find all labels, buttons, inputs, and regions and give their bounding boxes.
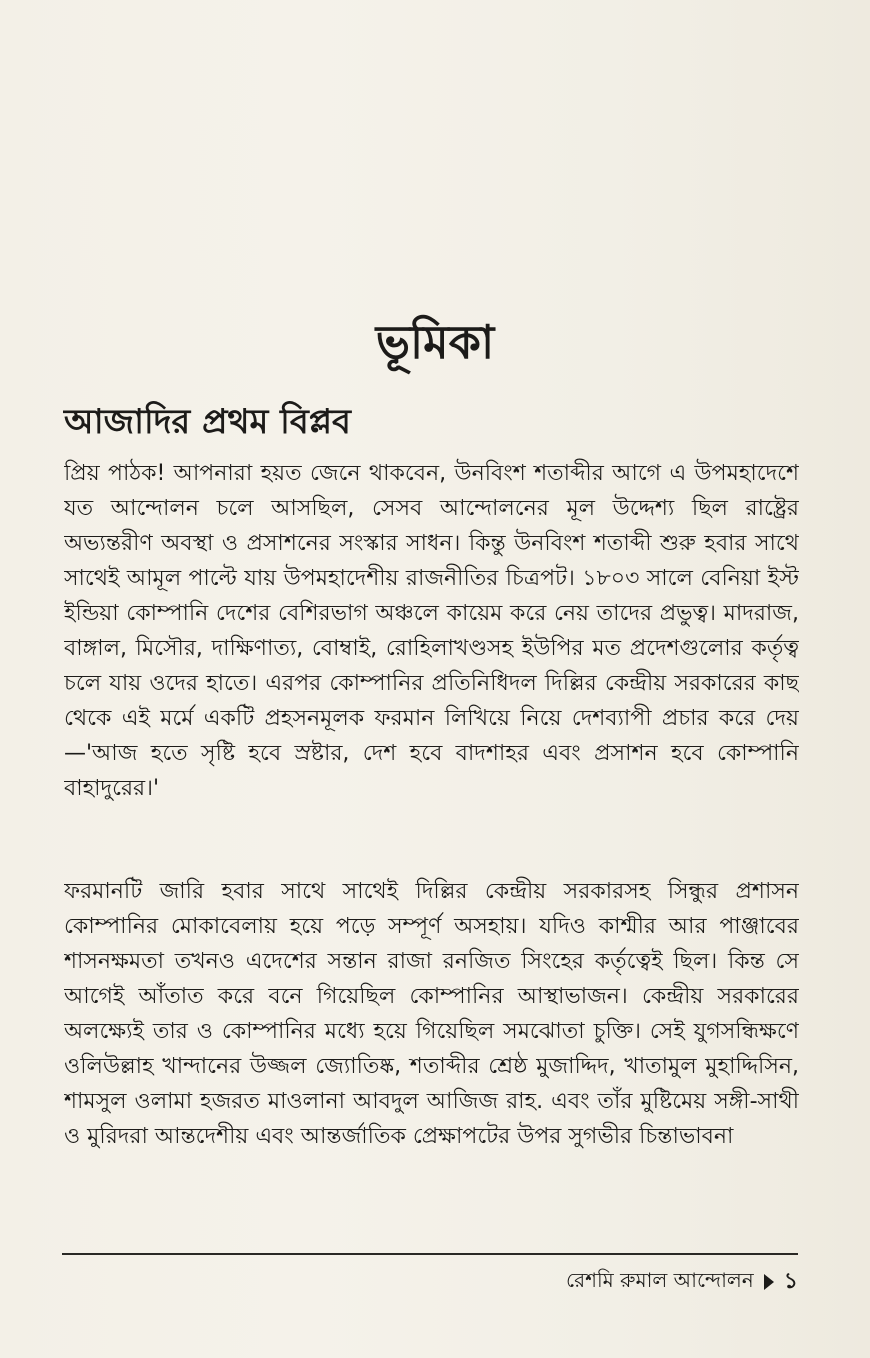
section-heading: আজাদির প্রথম বিপ্লব — [64, 402, 351, 442]
chapter-title: ভূমিকা — [375, 315, 495, 369]
footer-book-title: রেশমি রুমাল আন্দোলন — [566, 1267, 754, 1292]
running-footer — [566, 1262, 798, 1302]
footer-divider — [62, 1253, 798, 1255]
paragraph-1: প্রিয় পাঠক! আপনারা হয়ত জেনে থাকবেন, উনবিংশ শতাব্দীর আগে এ উপমহাদেশে যত আন্দোলন চলে আসছিল, সেসব আন্দোলনের মূল উদ্দেশ্য ছিল রাষ্ট্রের অভ্যন্তরীণ অবস্থা ও প্রসাশনের সংস্কার সাধন। কিন্তু উনবিংশ শতাব্দী শুরু হবার সাথে সাথেই আমূল পাল্টে যায় উপমহাদেশীয় রাজনীতির চিত্রপট। ১৮০৩ সালে বেনিয়া ইস্ট ইন্ডিয়া কোম্পানি দেশের বেশিরভাগ অঞ্চলে কায়েম করে নেয় তাদের প্রভুত্ব। মাদরাজ, বাঙ্গাল, মিসৌর, দাক্ষিণাত্য, বোম্বাই, রোহিলাখণ্ডসহ ইউপির মত প্রদেশগুলোর কর্তৃত্ব চলে যায় ওদের হাতে। এরপর কোম্পানির প্রতিনিধিদল দিল্লির কেন্দ্রীয় সরকারের কাছ থেকে এই মর্মে একটি প্রহসনমূলক ফরমান লিখিয়ে নিয়ে দেশব্যাপী প্রচার করে দেয়—'আজ হতে সৃষ্টি হবে স্রষ্টার, দেশ হবে বাদশাহর এবং প্রসাশন হবে কোম্পানি বাহাদুরের।' — [64, 461, 799, 801]
page-number: ১ — [783, 1268, 798, 1294]
triangle-right-icon — [764, 1274, 774, 1290]
paragraph-2: ফরমানটি জারি হবার সাথে সাথেই দিল্লির কেন্দ্রীয় সরকারসহ সিন্ধুর প্রশাসন কোম্পানির মোকাবেলায় হয়ে পড়ে সম্পূর্ণ অসহায়। যদিও কাশ্মীর আর পাঞ্জাবের শাসনক্ষমতা তখনও এদেশের সন্তান রাজা রনজিত সিংহের কর্তৃত্বেই ছিল। কিন্ত সে আগেই আঁতাত করে বনে গিয়েছিল কোম্পানির আস্থাভাজন। কেন্দ্রীয় সরকারের অলক্ষ্যেই তার ও কোম্পানির মধ্যে হয়ে গিয়েছিল সমঝোতা চুক্তি। সেই যুগসন্ধিক্ষণে ওলিউল্লাহ খান্দানের উজ্জল জ্যোতিষ্ক, শতাব্দীর শ্রেষ্ঠ মুজাদ্দিদ, খাতামুল মুহাদ্দিসিন, শামসুল ওলামা হজরত মাওলানা আবদুল আজিজ রাহ. এবং তাঁর মুষ্টিমেয় সঙ্গী-সাথী ও মুরিদরা আন্তদেশীয় এবং আন্তর্জাতিক প্রেক্ষাপটের উপর সুগভীর চিন্তাভাবনা — [64, 879, 799, 1149]
